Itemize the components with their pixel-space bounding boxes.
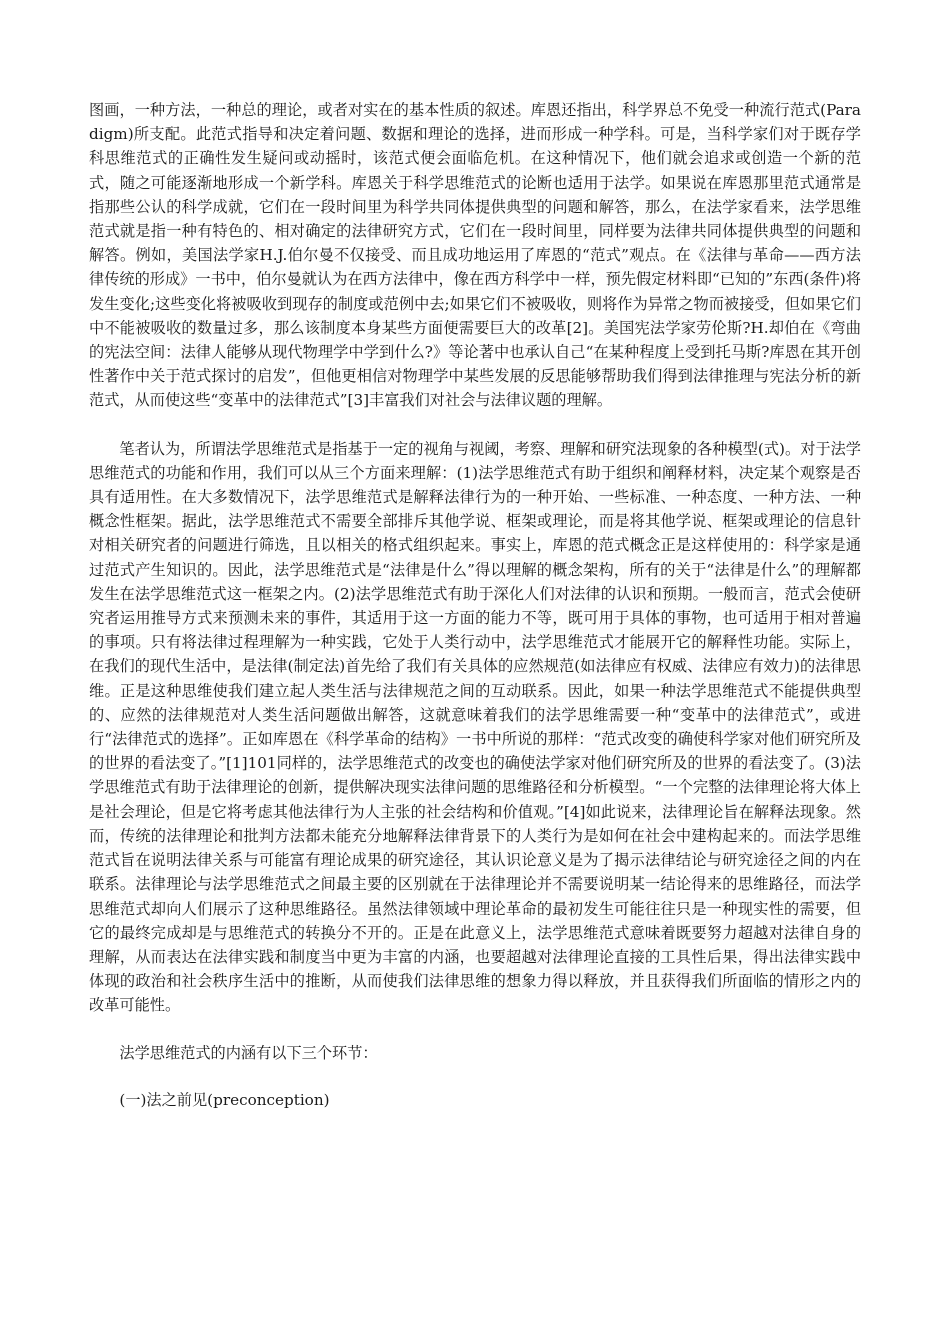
section-heading-preconception: (一)法之前见(preconception) [119,1090,330,1109]
paragraph-kuhn-paradigm: 图画，一种方法，一种总的理论，或者对实在的基本性质的叙述。库恩还指出，科学界总不免受一种流行范式(Paradigm)所支配。此范式指导和决定着问题、数据和理论的选择，进而形成一种学科。可是，当科学家们对于既存学科思维范式的正确性发生疑问或动摇时，该范式便会面临危机。在这种情况下，他们就会追求或创造一个新的范式，随之可能逐渐地形成一个新学科。库恩关于科学思维范式的论断也适用于法学。如果说在库恩那里范式通常是指那些公认的科学成就，它们在一段时间里为科学共同体提供典型的问题和解答，那么，在法学家看来，法学思维范式就是指一种有特色的、相对确定的法律研究方式，它们在一段时间里，同样要为法律共同体提供典型的问题和解答。例如，美国法学家H.J.伯尔曼不仅接受、而且成功地运用了库恩的“范式”观点。在《法律与革命——西方法律传统的形成》一书中，伯尔曼就认为在西方法律中，像在西方科学中一样，预先假定材料即“已知的”东西(条件)将发生变化;这些变化将被吸收到现存的制度或范例中去;如果它们不被吸收，则将作为异常之物而被接受，但如果它们中不能被吸收的数量过多，那么该制度本身某些方面便需要巨大的改革[2]。美国宪法学家劳伦斯?H.却伯在《弯曲的宪法空间：法律人能够从现代物理学中学到什么?》等论著中也承认自己“在某种程度上受到托马斯?库恩在其开创性著作中关于范式探讨的启发”，但他更相信对物理学中某些发展的反思能够帮助我们得到法律推理与宪法分析的新范式，从而使这些“变革中的法律范式”[3]丰富我们对社会与法律议题的理解。 [89,101,861,410]
paragraph-legal-thinking-paradigm: 笔者认为，所谓法学思维范式是指基于一定的视角与视阈，考察、理解和研究法现象的各种模型(式)。对于法学思维范式的功能和作用，我们可以从三个方面来理解：(1)法学思维范式有助于组织和阐释材料，决定某个观察是否具有适用性。在大多数情况下，法学思维范式是解释法律行为的一种开始、一些标准、一种态度、一种方法、一种概念性框架。据此，法学思维范式不需要全部排斥其他学说、框架或理论，而是将其他学说、框架或理论的信息针对相关研究者的问题进行筛选，且以相关的格式组织起来。事实上，库恩的范式概念正是这样使用的：科学家是通过范式产生知识的。因此，法学思维范式是“法律是什么”得以理解的概念架构，所有的关于“法律是什么”的理解都发生在法学思维范式这一框架之内。(2)法学思维范式有助于深化人们对法律的认识和预期。一般而言，范式会使研究者运用推导方式来预测未来的事件，其适用于这一方面的能力不等，既可用于具体的事物，也可适用于相对普遍的事项。只有将法律过程理解为一种实践，它处于人类行动中，法学思维范式才能展开它的解释性功能。实际上，在我们的现代生活中，是法律(制定法)首先给了我们有关具体的应然规范(如法律应有权威、法律应有效力)的法律思维。正是这种思维使我们建立起人类生活与法律规范之间的互动联系。因此，如果一种法学思维范式不能提供典型的、应然的法律规范对人类生活问题做出解答，这就意味着我们的法学思维需要一种“变革中的法律范式”，或进行“法律范式的选择”。正如库恩在《科学革命的结构》一书中所说的那样：“范式改变的确使科学家对他们研究所及的世界的看法变了。”[1]101同样的，法学思维范式的改变也的确使法学家对他们研究所及的世界的看法变了。(3)法学思维范式有助于法律理论的创新，提供解决现实法律问题的思维路径和分析模型。“一个完整的法律理论将大体上是社会理论，但是它将考虑其他法律行为人主张的社会结构和价值观。”[4]如此说来，法律理论旨在解释法现象。然而，传统的法律理论和批判方法都未能充分地解释法律背景下的人类行为是如何在社会中建构起来的。而法学思维范式旨在说明法律关系与可能富有理论成果的研究途径，其认识论意义是为了揭示法律结论与研究途径之间的内在联系。法律理论与法学思维范式之间最主要的区别就在于法律理论并不需要说明某一结论得来的思维路径，而法学思维范式却向人们展示了这种思维路径。虽然法律领域中理论革命的最初发生可能往往只是一种现实性的需要，但它的最终完成却是与思维范式的转换分不开的。正是在此意义上，法学思维范式意味着既要努力超越对法律自身的理解，从而表达在法律实践和制度当中更为丰富的内涵，也要超越对法律理论直接的工具性后果，得出法律实践中体现的政治和社会秩序生活中的推断，从而使我们法律思维的想象力得以释放，并且获得我们所面临的情形之内的改革可能性。 [89,439,861,1015]
paragraph-spacer [89,1018,861,1041]
paragraph-spacer [89,1065,861,1088]
document-page [89,98,861,1112]
paragraph-three-elements: 法学思维范式的内涵有以下三个环节： [119,1043,378,1062]
paragraph-spacer [89,413,861,437]
